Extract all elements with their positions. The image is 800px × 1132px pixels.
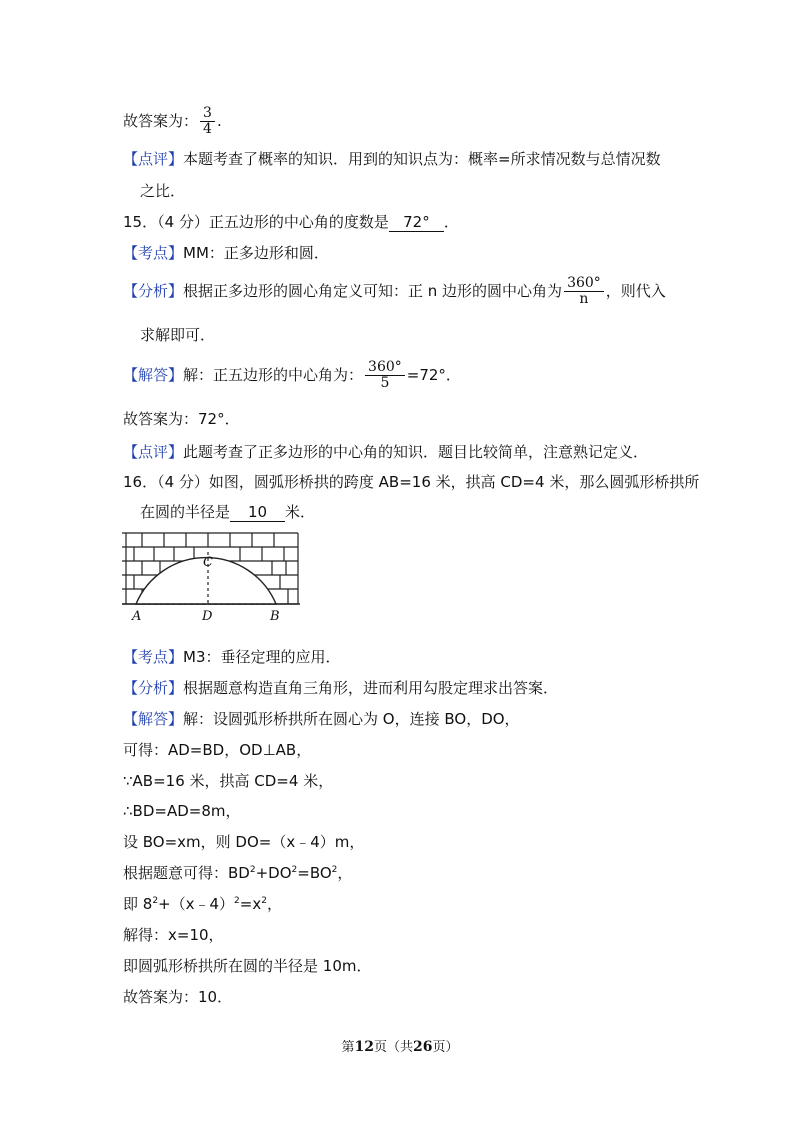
comment-14-cont: 之比． (140, 182, 186, 200)
analysis-tag: 【分析】 (123, 679, 184, 697)
current-page: 12 (354, 1039, 374, 1055)
fraction-360-n: $\frac{360^\circ}{n}$ (564, 276, 604, 307)
analysis-15: 【分析】根据正多边形的圆心角定义可知：正 n 边形的圆中心角为 $\frac{360^\circ}{n}$ ，则代入 (123, 275, 666, 307)
question-16-answer: 10 (230, 504, 285, 522)
solution-16: 【解答】解：设圆弧形桥拱所在圆心为 O，连接 BO，DO， (123, 710, 520, 728)
solution-15: 【解答】解：正五边形的中心角为： $\frac{360^\circ}{5}$ =72°． (123, 359, 461, 391)
answer-label: 故答案为： (123, 112, 199, 130)
keypoint-15: 【考点】MM：正多边形和圆． (123, 244, 329, 262)
answer-line-15: 故答案为：72°． (123, 410, 240, 428)
solution-step-7: 解得：x=10， (123, 926, 224, 944)
label-c: C (203, 555, 213, 570)
analysis-16: 【分析】根据题意构造直角三角形，进而利用勾股定理求出答案． (123, 679, 559, 697)
fraction-360-5: $\frac{360^\circ}{5}$ (365, 360, 405, 391)
comment-tag: 【点评】 (123, 150, 184, 168)
label-a: A (132, 609, 142, 624)
comment-15: 【点评】此题考查了正多边形的中心角的知识．题目比较简单，注意熟记定义． (123, 443, 649, 461)
page-footer: 第12页（共26页） (341, 1039, 459, 1055)
question-15: 15．（4 分）正五边形的中心角的度数是 72° ． (123, 213, 459, 231)
analysis-tag: 【分析】 (123, 282, 184, 300)
keypoint-tag: 【考点】 (123, 244, 184, 262)
answer-line-14: 故答案为： $\frac{3}{4}$ . (123, 105, 222, 137)
solution-tag: 【解答】 (123, 710, 184, 728)
solution-step-8: 即圆弧形桥拱所在圆的半径是 10m． (123, 957, 372, 975)
solution-step-3: ∴BD=AD=8m， (123, 802, 241, 820)
solution-tag: 【解答】 (123, 366, 184, 384)
label-d: D (202, 609, 213, 624)
solution-step-4: 设 BO=xm，则 DO=（x﹣4）m， (123, 833, 365, 851)
question-16-cont: 在圆的半径是 10 米． (140, 503, 316, 521)
answer-line-16: 故答案为：10． (123, 988, 233, 1006)
question-15-answer: 72° (389, 214, 444, 232)
keypoint-16: 【考点】M3：垂径定理的应用． (123, 648, 341, 666)
solution-step-5: 根据题意可得：$BD^2+DO^2=BO^2$， (123, 864, 353, 882)
solution-step-2: ∵AB=16 米，拱高 CD=4 米， (123, 772, 334, 790)
comment-14: 【点评】本题考查了概率的知识．用到的知识点为：概率=所求情况数与总情况数 (123, 150, 661, 168)
solution-step-6: 即 $8^2+(x﹣4)^2=x^2$， (123, 895, 282, 913)
bridge-arch-figure (122, 530, 302, 625)
question-16: 16．（4 分）如图，圆弧形桥拱的跨度 AB=16 米，拱高 CD=4 米，那么圆弧形桥拱所 (123, 473, 700, 491)
solution-step-1: 可得：AD=BD，OD⊥AB， (123, 741, 312, 759)
comment-tag: 【点评】 (123, 443, 184, 461)
label-b: B (270, 609, 280, 624)
analysis-15-cont: 求解即可． (140, 326, 216, 344)
fraction-3-4: $\frac{3}{4}$ (200, 106, 215, 137)
keypoint-tag: 【考点】 (123, 648, 184, 666)
total-pages: 26 (413, 1039, 433, 1055)
